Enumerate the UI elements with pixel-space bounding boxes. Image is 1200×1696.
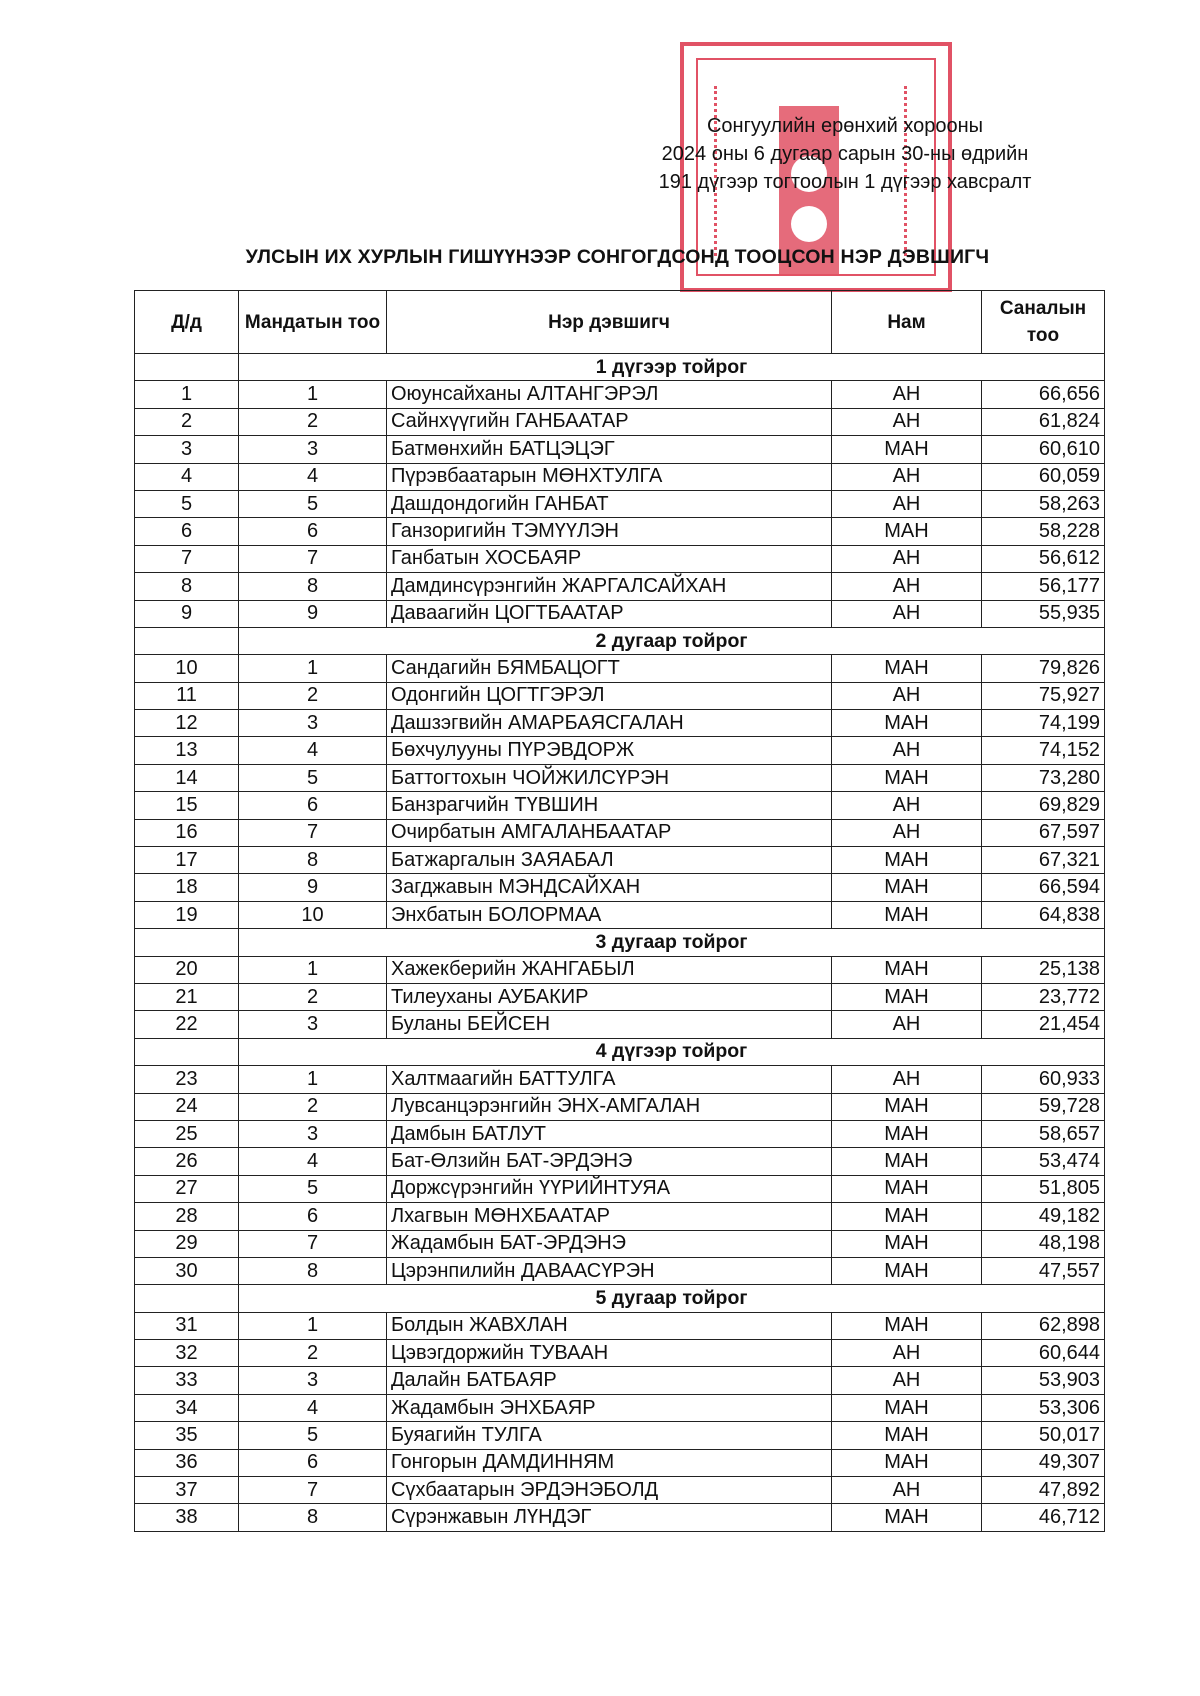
table-row [135,1093,1105,1120]
cell-no: 24 [135,1093,239,1120]
cell-mandate: 8 [239,573,387,600]
table-row [135,1477,1105,1504]
table-row [135,737,1105,764]
cell-votes: 56,612 [982,545,1105,572]
district-empty-cell [135,1038,239,1065]
cell-candidate: Ганзоригийн ТЭМҮҮЛЭН [387,518,832,545]
cell-votes: 50,017 [982,1422,1105,1449]
cell-party: АН [832,1066,982,1093]
cell-no: 27 [135,1175,239,1202]
cell-candidate: Бат-Өлзийн БАТ-ЭРДЭНЭ [387,1148,832,1175]
cell-votes: 62,898 [982,1312,1105,1339]
cell-party: МАН [832,874,982,901]
cell-no: 37 [135,1477,239,1504]
cell-votes: 66,656 [982,381,1105,408]
cell-no: 38 [135,1504,239,1531]
cell-party: АН [832,792,982,819]
cell-mandate: 2 [239,1340,387,1367]
cell-mandate: 1 [239,1066,387,1093]
cell-votes: 66,594 [982,874,1105,901]
cell-votes: 58,657 [982,1120,1105,1147]
table-row [135,901,1105,928]
cell-candidate: Болдын ЖАВХЛАН [387,1312,832,1339]
cell-mandate: 7 [239,545,387,572]
results-table [134,290,1105,1532]
cell-candidate: Цэрэнпилийн ДАВААСҮРЭН [387,1257,832,1284]
attachment-note-line2: 2024 оны 6 дугаар сарын 30-ны өдрийн [661,143,1029,165]
cell-candidate: Очирбатын АМГАЛАНБААТАР [387,819,832,846]
cell-votes: 59,728 [982,1093,1105,1120]
cell-no: 9 [135,600,239,627]
cell-mandate: 1 [239,1312,387,1339]
cell-no: 11 [135,682,239,709]
cell-mandate: 5 [239,1175,387,1202]
cell-votes: 21,454 [982,1011,1105,1038]
table-row [135,518,1105,545]
district-name: 1 дүгээр тойрог [239,354,1105,381]
table-row [135,1394,1105,1421]
district-empty-cell [135,354,239,381]
cell-mandate: 4 [239,1394,387,1421]
cell-mandate: 2 [239,682,387,709]
table-row [135,381,1105,408]
cell-votes: 25,138 [982,956,1105,983]
header-no: Д/д [135,291,239,354]
cell-no: 33 [135,1367,239,1394]
cell-party: МАН [832,847,982,874]
cell-no: 1 [135,381,239,408]
cell-votes: 67,597 [982,819,1105,846]
cell-votes: 74,152 [982,737,1105,764]
cell-no: 34 [135,1394,239,1421]
district-row [135,1285,1105,1312]
cell-candidate: Лхагвын МӨНХБААТАР [387,1203,832,1230]
cell-candidate: Лувсанцэрэнгийн ЭНХ-АМГАЛАН [387,1093,832,1120]
cell-no: 35 [135,1422,239,1449]
cell-mandate: 4 [239,737,387,764]
cell-mandate: 7 [239,1230,387,1257]
cell-votes: 60,610 [982,436,1105,463]
cell-candidate: Гонгорын ДАМДИННЯМ [387,1449,832,1476]
cell-candidate: Дашзэгвийн АМАРБАЯСГАЛАН [387,710,832,737]
cell-candidate: Хажекберийн ЖАНГАБЫЛ [387,956,832,983]
cell-candidate: Бөхчулууны ПҮРЭВДОРЖ [387,737,832,764]
cell-votes: 69,829 [982,792,1105,819]
table-row [135,1011,1105,1038]
cell-party: МАН [832,655,982,682]
cell-candidate: Батмөнхийн БАТЦЭЦЭГ [387,436,832,463]
cell-mandate: 7 [239,819,387,846]
cell-no: 31 [135,1312,239,1339]
table-row [135,655,1105,682]
cell-votes: 49,182 [982,1203,1105,1230]
table-row [135,1203,1105,1230]
cell-mandate: 8 [239,1504,387,1531]
cell-party: МАН [832,1175,982,1202]
cell-votes: 47,557 [982,1257,1105,1284]
cell-candidate: Цэвэгдоржийн ТУВААН [387,1340,832,1367]
cell-votes: 47,892 [982,1477,1105,1504]
cell-mandate: 1 [239,655,387,682]
table-row [135,764,1105,791]
cell-no: 17 [135,847,239,874]
cell-mandate: 3 [239,1367,387,1394]
cell-votes: 51,805 [982,1175,1105,1202]
cell-votes: 60,644 [982,1340,1105,1367]
cell-party: МАН [832,1504,982,1531]
attachment-note-line1: Сонгуулийн ерөнхий хорооны [706,115,984,137]
cell-party: МАН [832,983,982,1010]
cell-candidate: Энхбатын БОЛОРМАА [387,901,832,928]
table-body [135,354,1105,1532]
cell-candidate: Доржсүрэнгийн ҮҮРИЙНТУЯА [387,1175,832,1202]
attachment-note [610,112,1080,196]
cell-no: 25 [135,1120,239,1147]
cell-party: АН [832,600,982,627]
cell-no: 10 [135,655,239,682]
cell-no: 15 [135,792,239,819]
cell-votes: 55,935 [982,600,1105,627]
cell-mandate: 3 [239,436,387,463]
cell-party: АН [832,1477,982,1504]
cell-candidate: Жадамбын БАТ-ЭРДЭНЭ [387,1230,832,1257]
table-row [135,1230,1105,1257]
cell-mandate: 4 [239,463,387,490]
cell-mandate: 3 [239,1011,387,1038]
cell-candidate: Дашдондогийн ГАНБАТ [387,490,832,517]
cell-votes: 79,826 [982,655,1105,682]
cell-party: АН [832,573,982,600]
cell-party: АН [832,737,982,764]
table-row [135,792,1105,819]
cell-mandate: 8 [239,1257,387,1284]
cell-mandate: 1 [239,956,387,983]
cell-candidate: Буяагийн ТУЛГА [387,1422,832,1449]
district-row [135,929,1105,956]
table-row [135,1504,1105,1531]
cell-no: 36 [135,1449,239,1476]
table-row [135,545,1105,572]
cell-votes: 53,306 [982,1394,1105,1421]
district-empty-cell [135,1285,239,1312]
document-title: УЛСЫН ИХ ХУРЛЫН ГИШҮҮНЭЭР СОНГОГДСОНД ТООЦСОН НЭР ДЭВШИГЧ [245,246,990,268]
cell-no: 4 [135,463,239,490]
cell-mandate: 2 [239,408,387,435]
table-row [135,436,1105,463]
cell-candidate: Жадамбын ЭНХБАЯР [387,1394,832,1421]
table-row [135,1340,1105,1367]
cell-no: 20 [135,956,239,983]
table-row [135,710,1105,737]
cell-candidate: Одонгийн ЦОГТГЭРЭЛ [387,682,832,709]
cell-votes: 61,824 [982,408,1105,435]
table-row [135,874,1105,901]
header-party: Нам [832,291,982,354]
cell-candidate: Ганбатын ХОСБАЯР [387,545,832,572]
table-row [135,1066,1105,1093]
district-empty-cell [135,929,239,956]
cell-mandate: 2 [239,983,387,1010]
cell-votes: 60,059 [982,463,1105,490]
cell-mandate: 8 [239,847,387,874]
cell-party: МАН [832,1312,982,1339]
cell-no: 32 [135,1340,239,1367]
cell-votes: 53,474 [982,1148,1105,1175]
cell-party: АН [832,1011,982,1038]
cell-no: 12 [135,710,239,737]
cell-party: МАН [832,1257,982,1284]
cell-votes: 58,263 [982,490,1105,517]
cell-no: 22 [135,1011,239,1038]
district-row [135,354,1105,381]
cell-votes: 46,712 [982,1504,1105,1531]
attachment-note-line3: 191 дүгээр тогтоолын 1 дүгээр хавсралт [658,171,1032,193]
cell-party: АН [832,490,982,517]
table-row [135,573,1105,600]
cell-party: МАН [832,1394,982,1421]
cell-party: МАН [832,1422,982,1449]
cell-no: 8 [135,573,239,600]
table-row [135,1175,1105,1202]
cell-party: МАН [832,1449,982,1476]
table-row [135,819,1105,846]
cell-mandate: 9 [239,874,387,901]
cell-party: АН [832,463,982,490]
table-header-row [135,291,1105,354]
cell-party: АН [832,682,982,709]
cell-no: 26 [135,1148,239,1175]
cell-votes: 64,838 [982,901,1105,928]
cell-candidate: Далайн БАТБАЯР [387,1367,832,1394]
cell-candidate: Банзрагчийн ТҮВШИН [387,792,832,819]
cell-votes: 56,177 [982,573,1105,600]
cell-party: МАН [832,1093,982,1120]
table-row [135,600,1105,627]
table-row [135,1312,1105,1339]
cell-candidate: Буланы БЕЙСЕН [387,1011,832,1038]
cell-no: 18 [135,874,239,901]
cell-mandate: 2 [239,1093,387,1120]
cell-candidate: Тилеуханы АУБАКИР [387,983,832,1010]
cell-party: МАН [832,1148,982,1175]
cell-mandate: 9 [239,600,387,627]
table-row [135,1257,1105,1284]
district-name: 3 дугаар тойрог [239,929,1105,956]
header-mandate: Мандатын тоо [239,291,387,354]
cell-no: 28 [135,1203,239,1230]
cell-party: АН [832,1367,982,1394]
cell-party: АН [832,1340,982,1367]
cell-no: 13 [135,737,239,764]
cell-mandate: 3 [239,1120,387,1147]
table-row [135,682,1105,709]
cell-votes: 23,772 [982,983,1105,1010]
cell-mandate: 6 [239,1203,387,1230]
cell-mandate: 4 [239,1148,387,1175]
table-row [135,983,1105,1010]
cell-party: МАН [832,1120,982,1147]
cell-no: 16 [135,819,239,846]
cell-votes: 49,307 [982,1449,1105,1476]
table-row [135,1120,1105,1147]
cell-no: 23 [135,1066,239,1093]
cell-no: 19 [135,901,239,928]
cell-votes: 74,199 [982,710,1105,737]
cell-no: 30 [135,1257,239,1284]
cell-no: 21 [135,983,239,1010]
cell-party: МАН [832,956,982,983]
cell-mandate: 5 [239,1422,387,1449]
cell-votes: 67,321 [982,847,1105,874]
cell-mandate: 5 [239,764,387,791]
cell-mandate: 7 [239,1477,387,1504]
cell-party: МАН [832,764,982,791]
cell-candidate: Оюунсайханы АЛТАНГЭРЭЛ [387,381,832,408]
cell-no: 5 [135,490,239,517]
district-empty-cell [135,627,239,654]
cell-votes: 75,927 [982,682,1105,709]
cell-no: 7 [135,545,239,572]
cell-votes: 53,903 [982,1367,1105,1394]
cell-votes: 48,198 [982,1230,1105,1257]
cell-candidate: Сандагийн БЯМБАЦОГТ [387,655,832,682]
cell-mandate: 1 [239,381,387,408]
cell-mandate: 6 [239,518,387,545]
cell-mandate: 6 [239,1449,387,1476]
cell-party: МАН [832,901,982,928]
table-row [135,1422,1105,1449]
cell-party: АН [832,408,982,435]
header-votes: Саналын тоо [982,291,1105,354]
cell-party: АН [832,545,982,572]
cell-candidate: Сүхбаатарын ЭРДЭНЭБОЛД [387,1477,832,1504]
cell-party: МАН [832,436,982,463]
district-name: 4 дүгээр тойрог [239,1038,1105,1065]
cell-candidate: Загджавын МЭНДСАЙХАН [387,874,832,901]
table-row [135,408,1105,435]
cell-no: 14 [135,764,239,791]
table-row [135,1367,1105,1394]
cell-candidate: Даваагийн ЦОГТБААТАР [387,600,832,627]
cell-candidate: Пүрэвбаатарын МӨНХТУЛГА [387,463,832,490]
table-row [135,463,1105,490]
cell-candidate: Дамбын БАТЛУТ [387,1120,832,1147]
cell-no: 6 [135,518,239,545]
cell-candidate: Сайнхүүгийн ГАНБААТАР [387,408,832,435]
cell-candidate: Сүрэнжавын ЛҮНДЭГ [387,1504,832,1531]
table-row [135,956,1105,983]
table-row [135,847,1105,874]
cell-mandate: 6 [239,792,387,819]
cell-candidate: Дамдинсүрэнгийн ЖАРГАЛСАЙХАН [387,573,832,600]
cell-party: АН [832,381,982,408]
cell-mandate: 10 [239,901,387,928]
cell-votes: 60,933 [982,1066,1105,1093]
district-row [135,627,1105,654]
cell-party: МАН [832,1230,982,1257]
cell-no: 2 [135,408,239,435]
cell-party: МАН [832,1203,982,1230]
cell-mandate: 5 [239,490,387,517]
cell-party: МАН [832,518,982,545]
cell-party: МАН [832,710,982,737]
district-name: 2 дугаар тойрог [239,627,1105,654]
cell-no: 3 [135,436,239,463]
cell-votes: 58,228 [982,518,1105,545]
cell-candidate: Халтмаагийн БАТТУЛГА [387,1066,832,1093]
district-row [135,1038,1105,1065]
table-row [135,1148,1105,1175]
table-row [135,490,1105,517]
header-candidate: Нэр дэвшигч [387,291,832,354]
table-row [135,1449,1105,1476]
cell-candidate: Батжаргалын ЗАЯАБАЛ [387,847,832,874]
cell-votes: 73,280 [982,764,1105,791]
cell-party: АН [832,819,982,846]
district-name: 5 дугаар тойрог [239,1285,1105,1312]
cell-candidate: Баттогтохын ЧОЙЖИЛСҮРЭН [387,764,832,791]
cell-no: 29 [135,1230,239,1257]
cell-mandate: 3 [239,710,387,737]
